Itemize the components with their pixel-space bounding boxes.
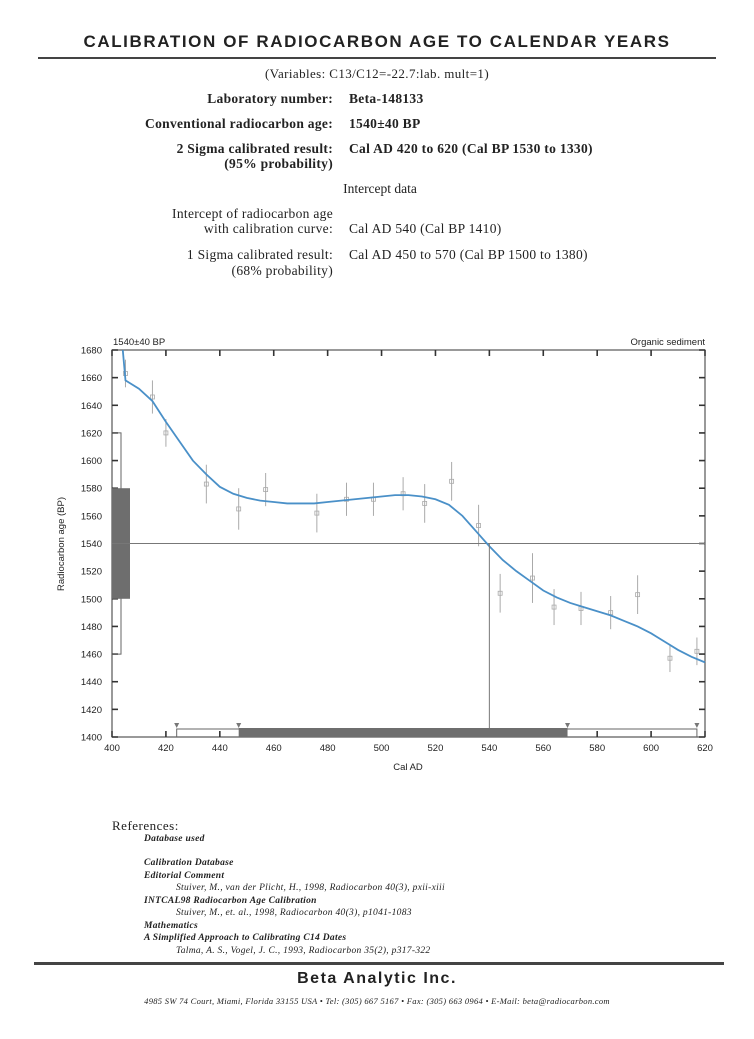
y-axis-label: Radiocarbon age (BP) <box>56 497 67 591</box>
footer-rule <box>34 962 724 965</box>
page-title: CALIBRATION OF RADIOCARBON AGE TO CALENDAR YEARS <box>83 32 671 51</box>
lab-number-value: Beta-148133 <box>349 91 424 106</box>
x-tick-label: 540 <box>481 743 498 754</box>
x-tick-label: 440 <box>211 743 228 754</box>
x-tick-label: 460 <box>265 743 282 754</box>
x-tick-label: 580 <box>589 743 606 754</box>
y-tick-label: 1420 <box>80 704 102 716</box>
range-marker <box>694 723 699 728</box>
reference-item: INTCAL98 Radiocarbon Age Calibration <box>144 895 317 906</box>
y-tick-label: 1580 <box>80 483 102 495</box>
y-tick-label: 1540 <box>80 539 102 550</box>
y-tick-label: 1640 <box>80 400 102 412</box>
references-heading: References: <box>112 818 179 833</box>
y-tick-label: 1500 <box>80 594 102 606</box>
intercept-label-2: with calibration curve: <box>203 221 333 236</box>
y-tick-label: 1400 <box>80 732 102 744</box>
y-tick-label: 1660 <box>80 373 102 385</box>
reference-item: Stuiver, M., van der Plicht, H., 1998, Radiocarbon 40(3), pxii-xiii <box>176 883 445 893</box>
y-tick-label: 1520 <box>80 566 102 578</box>
reference-item: Mathematics <box>144 920 198 931</box>
x-tick-label: 520 <box>427 743 444 754</box>
x-tick-label: 500 <box>373 743 390 754</box>
company-name: Beta Analytic Inc. <box>297 970 457 987</box>
reference-item: Database used <box>144 834 205 844</box>
material-label: Organic sediment <box>630 337 705 348</box>
x-axis-label: Cal AD <box>393 762 423 773</box>
y-tick-label: 1480 <box>80 621 102 633</box>
y-tick-label: 1620 <box>80 428 102 440</box>
x-tick-label: 620 <box>697 743 713 754</box>
y-tick-label: 1460 <box>80 649 102 661</box>
intercept-value: Cal AD 540 (Cal BP 1410) <box>349 221 502 236</box>
y-tick-label: 1600 <box>80 456 102 468</box>
reference-item: Editorial Comment <box>144 870 225 881</box>
intercept-label: Intercept of radiocarbon age <box>172 206 333 221</box>
sample-age-label: 1540±40 BP <box>113 337 166 348</box>
calibration-curve <box>123 350 705 662</box>
sigma2-probability-label: (95% probability) <box>224 156 333 171</box>
conv-age-value: 1540±40 BP <box>349 116 421 131</box>
reference-item: A Simplified Approach to Calibrating C14 Dates <box>144 933 347 943</box>
y-tick-label: 1440 <box>80 677 102 689</box>
y-tick-label: 1560 <box>80 511 102 523</box>
sigma2-value: Cal AD 420 to 620 (Cal BP 1530 to 1330) <box>349 141 593 156</box>
reference-item: Stuiver, M., et. al., 1998, Radiocarbon 40(3), p1041-1083 <box>176 908 412 918</box>
sigma1-value: Cal AD 450 to 570 (Cal BP 1500 to 1380) <box>349 247 588 262</box>
cal-1sigma-bar <box>239 728 568 737</box>
intercept-heading: Intercept data <box>343 181 417 196</box>
sigma1-label: 1 Sigma calibrated result: <box>186 247 333 262</box>
lab-number-label: Laboratory number: <box>207 91 333 106</box>
sigma2-label: 2 Sigma calibrated result: <box>176 141 333 156</box>
variables-line: (Variables: C13/C12=-22.7:lab. mult=1) <box>264 66 490 81</box>
reference-item: Talma, A. S., Vogel, J. C., 1993, Radiocarbon 35(2), p317-322 <box>176 945 431 956</box>
range-marker <box>236 723 241 728</box>
company-address: 4985 SW 74 Court, Miami, Florida 33155 USA • Tel: (305) 667 5167 • Fax: (305) 663 0964 • E-Mail: beta@radiocarbon.com <box>144 996 610 1006</box>
range-marker <box>174 723 179 728</box>
reference-item: Calibration Database <box>144 858 234 868</box>
x-tick-label: 480 <box>319 743 336 754</box>
x-tick-label: 600 <box>643 743 660 754</box>
y-tick-label: 1680 <box>80 345 102 357</box>
sigma1-probability-label: (68% probability) <box>231 263 333 278</box>
conv-age-label: Conventional radiocarbon age: <box>145 116 333 131</box>
x-tick-label: 560 <box>535 743 552 754</box>
x-tick-label: 420 <box>157 743 174 754</box>
range-marker <box>565 723 570 728</box>
x-tick-label: 400 <box>104 743 120 754</box>
